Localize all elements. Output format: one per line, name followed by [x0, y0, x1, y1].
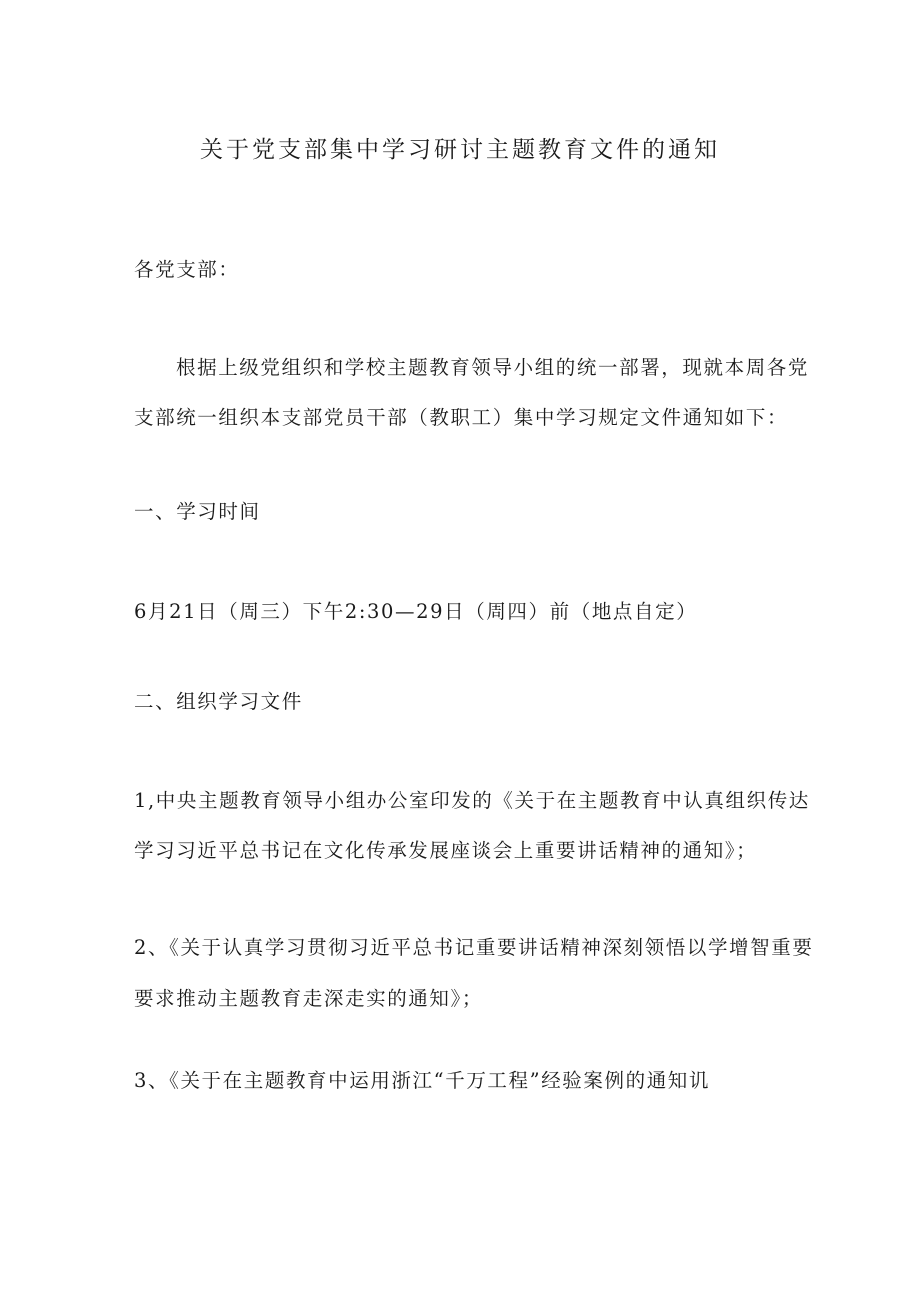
document-item-2-line-2: 要求推动主题教育走深走实的通知》；: [134, 987, 483, 1010]
intro-line-1: 根据上级党组织和学校主题教育领导小组的统一部署，现就本周各党: [176, 356, 810, 379]
document-item-1-line-1: 1,中央主题教育领导小组办公室印发的《关于在主题教育中认真组织传达: [134, 789, 810, 812]
section-1-heading: 一、学习时间: [134, 500, 261, 523]
section-2-heading: 二、组织学习文件: [134, 690, 303, 713]
study-time: 6月21日（周三）下午2:30—29日（周四）前（地点自定）: [134, 600, 698, 623]
document-title: 关于党支部集中学习研讨主题教育文件的通知: [200, 137, 720, 163]
document-item-1-line-2: 学习习近平总书记在文化传承发展座谈会上重要讲话精神的通知》；: [134, 839, 758, 862]
document-item-2-line-1: 2、《关于认真学习贯彻习近平总书记重要讲话精神深刻领悟以学增智重要: [134, 936, 814, 959]
salutation: 各党支部：: [134, 258, 240, 281]
document-item-3-line-1: 3、《关于在主题教育中运用浙江“千万工程”经验案例的通知讥: [134, 1069, 710, 1092]
intro-line-2: 支部统一组织本支部党员干部（教职工）集中学习规定文件通知如下：: [134, 406, 789, 429]
